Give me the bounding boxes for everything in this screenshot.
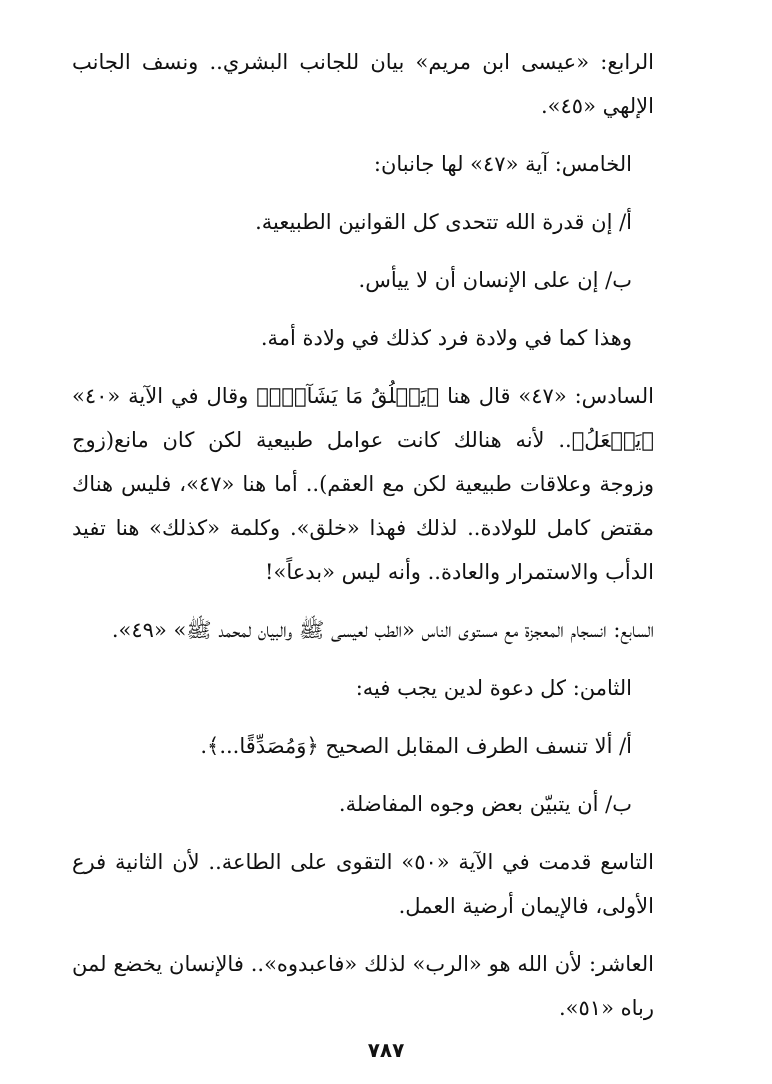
paragraph: التاسع قدمت في الآية «٥٠» التقوى على الطاعة.. لأن الثانية فرع الأولى، فالإيمان أرضية العمل. bbox=[72, 850, 654, 918]
paragraph: العاشر: لأن الله هو «الرب» لذلك «فاعبدوه».. فالإنسان يخضع لمن رباه «٥١». bbox=[72, 952, 654, 1020]
paragraph: ب/ أن يتبيّن بعض وجوه المفاضلة. bbox=[338, 792, 632, 816]
page-number: ٧٨٧ bbox=[367, 1038, 405, 1062]
paragraph: الرابع: «عيسى ابن مريم» بيان للجانب البشري.. ونسف الجانب الإلهي «٤٥». bbox=[72, 50, 654, 118]
paragraph: أ/ إن قدرة الله تتحدى كل القوانين الطبيعية. bbox=[255, 210, 632, 234]
paragraph: أ/ ألا تنسف الطرف المقابل الصحيح ﴿وَمُصَدِّقًا...﴾. bbox=[200, 734, 632, 758]
paragraph: ب/ إن على الإنسان أن لا ييأس. bbox=[358, 268, 632, 292]
paragraph: السادس: «٤٧» قال هنا ﴿يَخۡلُقُ مَا يَشَآءُۚ﴾ وقال في الآية «٤٠» ﴿يَفۡعَلُ﴾.. لأنه هنالك كانت عوامل طبيعية لكن كان مانع(زوج وزوجة وعلاقات طبيعية لكن مع العقم).. أما هنا «٤٧»، فليس هناك مقتض كامل للولادة.. لذلك فهذا «خلق». وكلمة «كذلك» هنا تفيد الدأب والاستمرار والعادة.. وأنه ليس «بدعاً»! bbox=[72, 384, 654, 584]
paragraph: الثامن: كل دعوة لدين يجب فيه: bbox=[355, 676, 632, 700]
page-body bbox=[72, 40, 654, 1044]
paragraph: الخامس: آية «٤٧» لها جانبان: bbox=[373, 152, 632, 176]
paragraph: السابع: انسجام المعجزة مع مستوى الناس «الطب لعيسى ﷺ والبيان لمحمد ﷺ» «٤٩». bbox=[111, 618, 654, 642]
paragraph: وهذا كما في ولادة فرد كذلك في ولادة أمة. bbox=[260, 326, 632, 350]
